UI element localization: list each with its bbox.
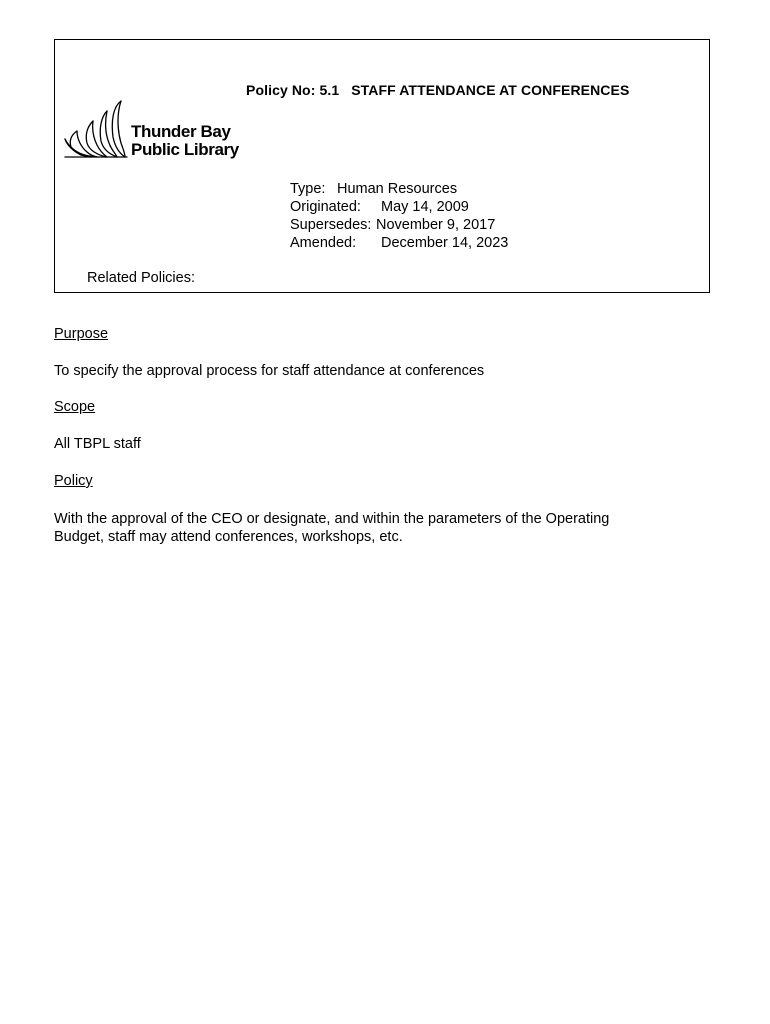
library-name [131, 123, 239, 159]
thunder-bay-library-logo-icon [63, 99, 129, 161]
meta-supersedes-row [290, 216, 508, 234]
policy-text-line2: Budget, staff may attend conferences, workshops, etc. [54, 529, 403, 545]
library-name-line1: Thunder Bay [131, 122, 231, 141]
library-name-line2: Public Library [131, 140, 239, 159]
meta-originated-row [290, 198, 508, 216]
meta-amended-value: December 14, 2023 [381, 235, 509, 251]
policy-text [54, 510, 674, 546]
meta-supersedes-value: November 9, 2017 [376, 217, 496, 233]
policy-title [246, 82, 629, 98]
meta-type-value: Human Resources [337, 181, 458, 197]
policy-number: Policy No: 5.1 [246, 82, 340, 98]
policy-metadata [290, 180, 508, 252]
scope-text: All TBPL staff [54, 436, 141, 452]
purpose-heading: Purpose [54, 326, 109, 342]
meta-type-row [290, 180, 508, 198]
meta-amended-row [290, 234, 508, 252]
meta-type-key: Type: [290, 181, 326, 197]
related-policies-label: Related Policies: [87, 270, 195, 286]
library-logo [63, 99, 243, 161]
meta-originated-key: Originated: [290, 199, 361, 215]
scope-heading: Scope [54, 399, 96, 415]
policy-heading: Policy [54, 473, 93, 489]
meta-amended-key: Amended: [290, 235, 357, 251]
policy-header-box [54, 39, 710, 293]
meta-supersedes-key: Supersedes: [290, 217, 372, 233]
policy-text-line1: With the approval of the CEO or designate, and within the parameters of the Operating [54, 511, 610, 527]
policy-name: STAFF ATTENDANCE AT CONFERENCES [351, 82, 630, 98]
meta-originated-value: May 14, 2009 [381, 199, 469, 215]
purpose-text: To specify the approval process for staff attendance at conferences [54, 363, 485, 379]
